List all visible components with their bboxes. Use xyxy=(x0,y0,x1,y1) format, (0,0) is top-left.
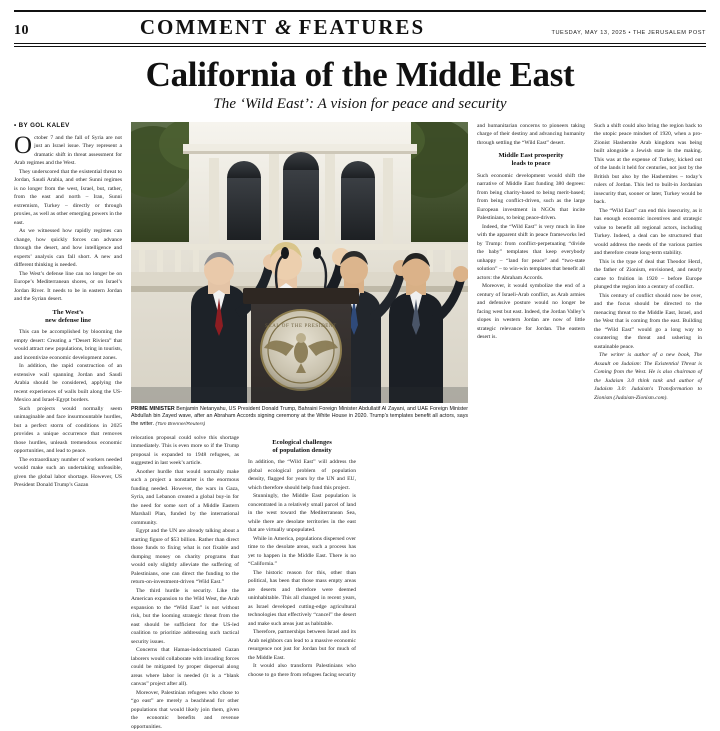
masthead-rule-hairline xyxy=(14,46,706,47)
photo-credit: (Tom Brenner/Reuters) xyxy=(155,422,206,428)
photo-caption xyxy=(131,406,468,429)
paragraph: Therefore, partnerships between Israel and its Arab neighbors can lead to a massive economic resurgence not just for Jordan but for much of the Middle East. xyxy=(248,629,356,661)
page-subtitle: The ‘Wild East’: A vision for peace and security xyxy=(213,95,507,112)
paragraph: The West’s defense line can no longer be on Europe’s Mediterranean shores, or on Israel’s Jordan River. It needs to be in eastern Jordan and the Syrian desert. xyxy=(14,270,122,303)
section-title-part1: COMMENT xyxy=(139,15,268,39)
byline: • BY GOL KALEV xyxy=(14,121,70,129)
column-1 xyxy=(14,122,122,490)
section-subhead-ecology: Ecological challenges of population density xyxy=(272,438,332,454)
photo-subcolumns xyxy=(131,434,468,731)
paragraph: This century of conflict should now be over, and the focus should be directed to the menacing threat to the Middle East, Israel, and the West that is coming from the east. Building the “Wild East” would go a long way to countering the threat and ushering in sustainable peace. xyxy=(594,292,702,350)
paragraph: relocation proposal could solve this shortage immediately. This is even more so if the Trump proposal is expanded to 1948 refugees, as suggested in last week’s article. xyxy=(131,434,239,467)
paragraph xyxy=(14,131,122,168)
article-photo xyxy=(131,122,468,403)
paragraph: Such economic development would shift the narrative of Middle East funding 380 degrees: from being charity-based to being merit-based; from being conflict-driven, such as the large European investment in NGOs that incite Palestinians, to being peace-driven. xyxy=(477,172,585,222)
article-body xyxy=(14,122,706,731)
column-2 xyxy=(131,434,239,731)
section-title xyxy=(74,15,491,40)
section-subhead-defense: The West’s new defense line xyxy=(45,308,91,324)
masthead-row xyxy=(14,15,706,43)
paragraph: This can be accomplished by blooming the empty desert: Creating a “Desert Riviera” that would attract new populations, bring in tourists, and incentivize economic development zones. xyxy=(14,329,122,361)
paragraph: Stunningly, the Middle East population is concentrated in a relatively small parcel of land in the west toward the Mediterranean Sea, while there are desolate territories in the east that are virtually unpopulated. xyxy=(248,493,356,534)
paragraph: In addition, the “Wild East” will address the global ecological problem of population density, flagged for years by the UN and EU, which therefore should help fund this project. xyxy=(248,459,356,491)
paragraph: Such projects would normally seem unimaginable and face insurmountable hurdles, but a perfect storm of conditions in 2025 provides a unique occurrence that removes those hurdles, unleash tremendous economic opportunities, and lead to peace. xyxy=(14,405,122,455)
paragraph: Egypt and the UN are already talking about a starting figure of $53 billion. Rather than direct those funds to fixing what is not fixable and dumping money on charity programs that would only slightly alleviate the suffering of Palestinians, one can direct the funding to the return-on-investment-driven “Wild East.” xyxy=(131,528,239,586)
masthead-rule-top xyxy=(14,10,706,12)
paragraph: The third hurdle is security. Like the American expansion to the Wild West, the Arab expansion to the “Wild East” is not without risk, but the looming strategic threat from the east should be sufficient for the US-led coalition to prioritize addressing such tactical security issues. xyxy=(131,587,239,645)
paragraph: They underscored that the existential threat to Jordan, Saudi Arabia, and other Sunni regimes is no longer from the west, Israel, but, rather, from the east and north – Iran, Sunni extremism, Turkey – directly or through proxies, as well as other emerging powers in the east. xyxy=(14,168,122,226)
drop-cap: O xyxy=(14,131,33,159)
dateline: TUESDAY, MAY 13, 2025 • THE JERUSALEM POST xyxy=(551,30,706,36)
paragraph: Another hurdle that would normally make such a project a nonstarter is the enormous funding needed. However, the wars in Gaza, Syria, and Lebanon created a global buy-in for the need for some sort of a Middle Eastern Marshall Plan, funded by the international community. xyxy=(131,468,239,526)
paragraph: It would also transform Palestinians who choose to go there from refugees facing security xyxy=(248,663,356,678)
section-title-part2: FEATURES xyxy=(298,15,426,39)
paragraph: As we witnessed how rapidly regimes can change, how quickly forces can advance through the desert, and how intelligence and experts’ analysis can fall short. A new and different thinking is needed. xyxy=(14,228,122,269)
paragraph-text: ctober 7 and the fall of Syria are not just an Israel issue. They represent a dramatic shift in threat assessment for Arab regimes and the West. xyxy=(14,134,122,167)
photo-block xyxy=(131,122,468,731)
paragraph: Such a shift could also bring the region back to the utopic peace mindset of 1920, when a pro-Zionist Hashemite Arab kingdom was being built alongside a Jewish state in the making. This was at the expense of Turkey, kicked out of the lands it held for centuries, not just by the British but also by the Hashemites – today’s rulers of Jordan. This led to built-in Jordanian insecurity that, sooner or later, Turkey would be back. xyxy=(594,122,702,206)
column-4 xyxy=(477,122,585,342)
page-title: California of the Middle East xyxy=(145,55,575,94)
column-5 xyxy=(594,122,702,403)
paragraph: Indeed, the “Wild East” is very much in line with the apparent shift in peace frameworks led by Trump: from conflict-perpetuating “divide the baby” templates that keep everybody unhappy – “land for peace” and “two-state solution” – to win-win templates that benefit all actors: the Abraham Accords. xyxy=(477,223,585,281)
paragraph: The historic reason for this, other than political, has been that those mass empty areas are deserts and therefore were deemed uninhabitable. This all changed in recent years, as Israel developed cutting-edge agricultural technologies that effectively “cancel” the desert and make such areas just as habitable. xyxy=(248,569,356,627)
paragraph: The extraordinary number of workers needed would make such an undertaking unfeasible, given the global labor shortage. However, US President Donald Trump’s Gazan xyxy=(14,456,122,489)
author-bio: The writer is author of a new book, The Assault on Judaism: The Existential Threat is Coming from the West. He is also chairman of the Judaism 3.0 think tank and author of Judaism 3.0: Judaism's Transformation to Zionism (Judaism-Zionism.com). xyxy=(594,352,702,401)
paragraph: Moreover, it would symbolize the end of a century of Israeli-Arab conflict, as Arab armies and defensive posture would no longer be facing west but east. Indeed, the Jordan Valley’s slopes in western Jordan are now of little strategic relevance for Jordan. The eastern desert is. xyxy=(477,283,585,341)
page-folio: 10 xyxy=(14,23,29,38)
caption-text: Benjamin Netanyahu, US President Donald Trump, Bahraini Foreign Minister Abdullatif Al Zayani, and UAE Foreign Minister Abdullah bin Zayed wave, after an Abraham Accords signing ceremony at the White House in 2020. Trump’s templates benefit all actors, says the writer. xyxy=(131,405,468,428)
photo-scene xyxy=(131,122,468,403)
paragraph: The “Wild East” can end this insecurity, as it has enough economic incentives and strategic value to benefit all regional actors, including Turkey. Indeed, a deal can be structured that would address the needs of the various parties and therefore create long-term stability. xyxy=(594,207,702,257)
paragraph: While in America, populations dispersed over time to the desolate areas, such a process has yet to happen in the Middle East. There is no “California.” xyxy=(248,535,356,568)
section-subhead-prosperity: Middle East prosperity leads to peace xyxy=(498,152,564,168)
paragraph: and humanitarian concerns to pioneers taking charge of their destiny and advancing humanity through settling the “Wild East” desert. xyxy=(477,122,585,146)
masthead xyxy=(14,0,706,47)
paragraph: Concerns that Hamas-indoctrinated Gazan laborers would collaborate with invading forces could be mitigated by proper dispersal along areas where labor is needed (it is a “blank canvas” project after all). xyxy=(131,647,239,688)
svg-text:SEAL OF THE PRESIDENT: SEAL OF THE PRESIDENT xyxy=(265,323,337,329)
column-3 xyxy=(248,434,356,731)
paragraph: In addition, the rapid construction of an extensive wall spanning Jordan and Saudi Arabia should be considered, applying the recent experiences of walls built along the US-Mexico and Israel-Egypt borders. xyxy=(14,363,122,404)
caption-lead: PRIME MINISTER xyxy=(131,405,175,412)
section-title-ampersand: & xyxy=(275,15,292,39)
masthead-rule-bottom xyxy=(14,43,706,44)
paragraph: This is the type of deal that Theodor Herzl, the father of Zionism, envisioned, and nearly came to fruition in 1920 – before Europe plunged the region into a century of conflict. xyxy=(594,258,702,291)
paragraph: Moreover, Palestinian refugees who chose to “go east” are merely a beachhead for other populations that would likely join them, given the economic benefits and revenue opportunities. xyxy=(131,689,239,730)
